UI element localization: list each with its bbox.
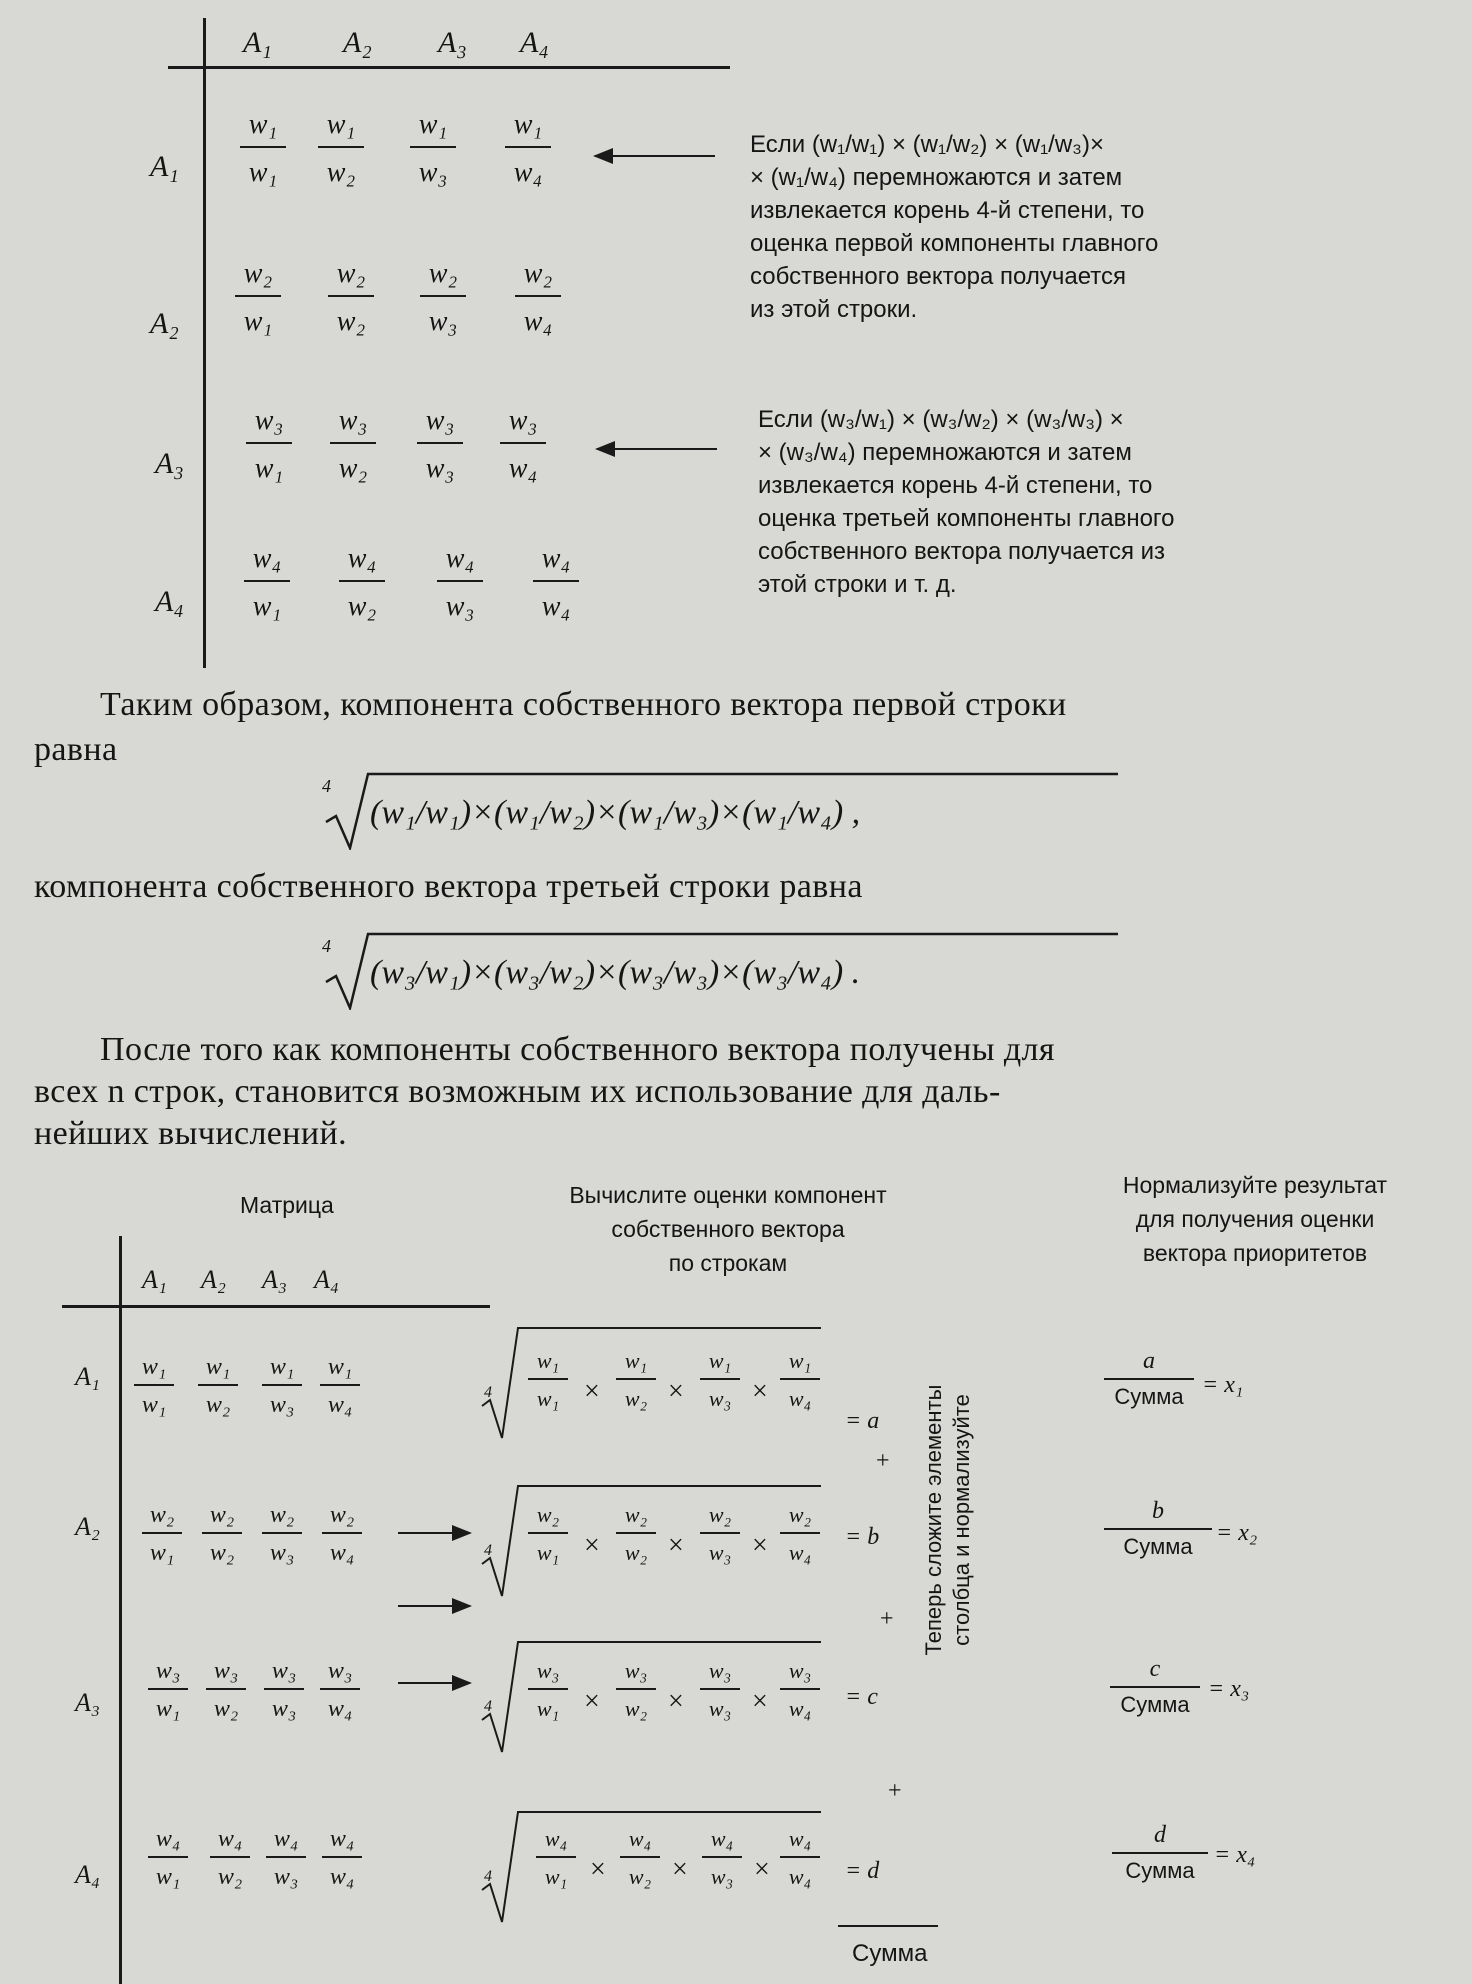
header-compute: Вычислите оценки компонент собственного вектора по строкам xyxy=(569,1182,887,1276)
header-matrix: Матрица xyxy=(240,1192,334,1218)
col-header: A₁ xyxy=(243,26,272,59)
radical-term: w₁ w₁ xyxy=(520,1346,576,1414)
arrow-left-icon xyxy=(595,155,715,157)
plus-sign: + xyxy=(880,1606,894,1632)
note-third-row: Если (w₃/w₁) × (w₃/w₂) × (w₃/w₃) × × (w₃/w₄) перемножаются и затем извлекается корень 4-й степени, то оценка третьей компоненты главного собственного вектора получается из этой строки и т. д. xyxy=(758,406,1175,598)
paragraph-1-line-2: равна xyxy=(34,731,118,768)
matrix-cell: w₁ w₄ xyxy=(308,1352,372,1420)
times-sign: × xyxy=(584,1376,600,1407)
paragraph-3-line-2: всех n строк, становится возможным их использование для даль- xyxy=(34,1073,1001,1110)
norm-result: = x₂ xyxy=(1216,1520,1258,1546)
row-label: A₄ xyxy=(75,1860,100,1889)
matrix-cell: w₄ w₁ xyxy=(136,1824,200,1892)
norm-fraction: c Сумма xyxy=(1110,1656,1200,1718)
radical-term: w₄ w₁ xyxy=(528,1824,584,1892)
sum-label: Сумма xyxy=(852,1940,928,1967)
root-index: 4 xyxy=(484,1698,492,1715)
norm-result: = x₄ xyxy=(1214,1842,1256,1868)
paragraph-3-line-3: нейших вычислений. xyxy=(34,1115,347,1152)
matrix-cell: w₂ w₃ xyxy=(408,255,478,341)
matrix-top-hline xyxy=(168,66,730,69)
matrix-cell: w₂ w₁ xyxy=(223,255,293,341)
radical-term: w₁ w₂ xyxy=(608,1346,664,1414)
times-sign: × xyxy=(584,1530,600,1561)
radical-term: w₃ w₂ xyxy=(608,1656,664,1724)
matrix-cell: w₄ w₁ xyxy=(232,540,302,626)
row-label: A₁ xyxy=(150,150,179,183)
arrow-right-icon xyxy=(398,1605,470,1607)
matrix-cell: w₁ w₃ xyxy=(250,1352,314,1420)
matrix-cell: w₃ w₃ xyxy=(405,402,475,488)
arrow-right-icon xyxy=(398,1532,470,1534)
matrix-cell: w₃ w₄ xyxy=(488,402,558,488)
radical-term: w₃ w₃ xyxy=(692,1656,748,1724)
result-c: = c xyxy=(845,1684,878,1710)
radical-term: w₁ w₄ xyxy=(772,1346,828,1414)
times-sign: × xyxy=(668,1376,684,1407)
plus-sign: + xyxy=(876,1448,890,1474)
matrix-cell: w₄ w₄ xyxy=(310,1824,374,1892)
col-header: A₂ xyxy=(343,26,372,59)
matrix-cell: w₂ w₄ xyxy=(310,1500,374,1568)
arrow-left-icon xyxy=(597,448,717,450)
radical-term: w₂ w₄ xyxy=(772,1500,828,1568)
matrix-cell: w₄ w₄ xyxy=(521,540,591,626)
result-a: = a xyxy=(845,1408,880,1434)
matrix-cell: w₁ w₂ xyxy=(306,106,376,192)
col-header: A₁ xyxy=(142,1265,167,1294)
matrix-cell: w₄ w₃ xyxy=(254,1824,318,1892)
row-label: A₃ xyxy=(75,1688,100,1717)
row-label: A₂ xyxy=(75,1512,100,1541)
radical-term: w₂ w₂ xyxy=(608,1500,664,1568)
note-first-row: Если (w₁/w₁) × (w₁/w₂) × (w₁/w₃)× × (w₁/w₄) перемножаются и затем извлекается корень 4-й степени, то оценка первой компоненты главного собственного вектора получается из этой строки. xyxy=(750,131,1159,323)
col-header: A₄ xyxy=(314,1265,339,1294)
norm-result: = x₃ xyxy=(1208,1676,1250,1702)
times-sign: × xyxy=(590,1854,606,1885)
matrix-top-vline xyxy=(203,18,206,668)
times-sign: × xyxy=(754,1854,770,1885)
norm-fraction: b Сумма xyxy=(1104,1498,1212,1560)
times-sign: × xyxy=(752,1376,768,1407)
root-index: 4 xyxy=(484,1868,492,1885)
result-b: = b xyxy=(845,1524,880,1550)
matrix-cell: w₁ w₁ xyxy=(228,106,298,192)
radical-term: w₂ w₃ xyxy=(692,1500,748,1568)
radical-term: w₁ w₃ xyxy=(692,1346,748,1414)
matrix-cell: w₂ w₄ xyxy=(503,255,573,341)
norm-fraction: d Сумма xyxy=(1112,1822,1208,1884)
matrix-cell: w₂ w₂ xyxy=(190,1500,254,1568)
matrix-cell: w₃ w₁ xyxy=(234,402,304,488)
row-label: A₁ xyxy=(75,1362,100,1391)
norm-result: = x₁ xyxy=(1202,1372,1244,1398)
root-index: 4 xyxy=(484,1384,492,1401)
header-normalize: Нормализуйте результат для получения оценки вектора приоритетов xyxy=(1122,1172,1388,1266)
radical-term: w₄ w₃ xyxy=(694,1824,750,1892)
times-sign: × xyxy=(668,1530,684,1561)
matrix-cell: w₂ w₁ xyxy=(130,1500,194,1568)
result-d: = d xyxy=(845,1858,880,1884)
root-index: 4 xyxy=(322,776,331,796)
radical-term: w₃ w₁ xyxy=(520,1656,576,1724)
matrix-cell: w₄ w₂ xyxy=(327,540,397,626)
col-header: A₃ xyxy=(262,1265,287,1294)
radical-term: w₄ w₂ xyxy=(612,1824,668,1892)
matrix-cell: w₃ w₄ xyxy=(308,1656,372,1724)
matrix-cell: w₃ w₂ xyxy=(194,1656,258,1724)
matrix-bottom-vline xyxy=(119,1236,122,1984)
formula-text: (w₁/w₁)×(w₁/w₂)×(w₁/w₃)×(w₁/w₄) , xyxy=(370,794,861,831)
paragraph-2: компонента собственного вектора третьей строки равна xyxy=(34,868,863,905)
norm-fraction: a Сумма xyxy=(1104,1348,1194,1410)
matrix-bottom-hline xyxy=(62,1305,490,1308)
formula-text: (w₃/w₁)×(w₃/w₂)×(w₃/w₃)×(w₃/w₄) . xyxy=(370,954,861,991)
col-header: A₂ xyxy=(201,1265,226,1294)
matrix-cell: w₂ w₂ xyxy=(316,255,386,341)
matrix-cell: w₁ w₃ xyxy=(398,106,468,192)
matrix-cell: w₃ w₁ xyxy=(136,1656,200,1724)
vertical-note: Теперь сложите элементы столбца и нормализуйте xyxy=(921,1384,974,1656)
sum-line xyxy=(838,1925,938,1927)
radical-term: w₃ w₄ xyxy=(772,1656,828,1724)
root-index: 4 xyxy=(484,1542,492,1559)
col-header: A₃ xyxy=(438,26,467,59)
radical-term: w₄ w₄ xyxy=(772,1824,828,1892)
paragraph-1-line-1: Таким образом, компонента собственного вектора первой строки xyxy=(100,686,1067,723)
plus-sign: + xyxy=(888,1778,902,1804)
matrix-cell: w₁ w₂ xyxy=(186,1352,250,1420)
times-sign: × xyxy=(752,1686,768,1717)
times-sign: × xyxy=(752,1530,768,1561)
times-sign: × xyxy=(584,1686,600,1717)
matrix-cell: w₄ w₃ xyxy=(425,540,495,626)
arrow-right-icon xyxy=(398,1682,470,1684)
row-label: A₂ xyxy=(150,307,179,340)
paragraph-3-line-1: После того как компоненты собственного вектора получены для xyxy=(100,1031,1055,1068)
matrix-cell: w₄ w₂ xyxy=(198,1824,262,1892)
times-sign: × xyxy=(668,1686,684,1717)
radical-term: w₂ w₁ xyxy=(520,1500,576,1568)
matrix-cell: w₂ w₃ xyxy=(250,1500,314,1568)
row-label: A₄ xyxy=(155,585,184,618)
matrix-cell: w₃ w₂ xyxy=(318,402,388,488)
matrix-cell: w₁ w₁ xyxy=(122,1352,186,1420)
col-header: A₄ xyxy=(520,26,549,59)
times-sign: × xyxy=(672,1854,688,1885)
root-index: 4 xyxy=(322,936,331,956)
row-label: A₃ xyxy=(155,447,184,480)
matrix-cell: w₁ w₄ xyxy=(493,106,563,192)
matrix-cell: w₃ w₃ xyxy=(252,1656,316,1724)
